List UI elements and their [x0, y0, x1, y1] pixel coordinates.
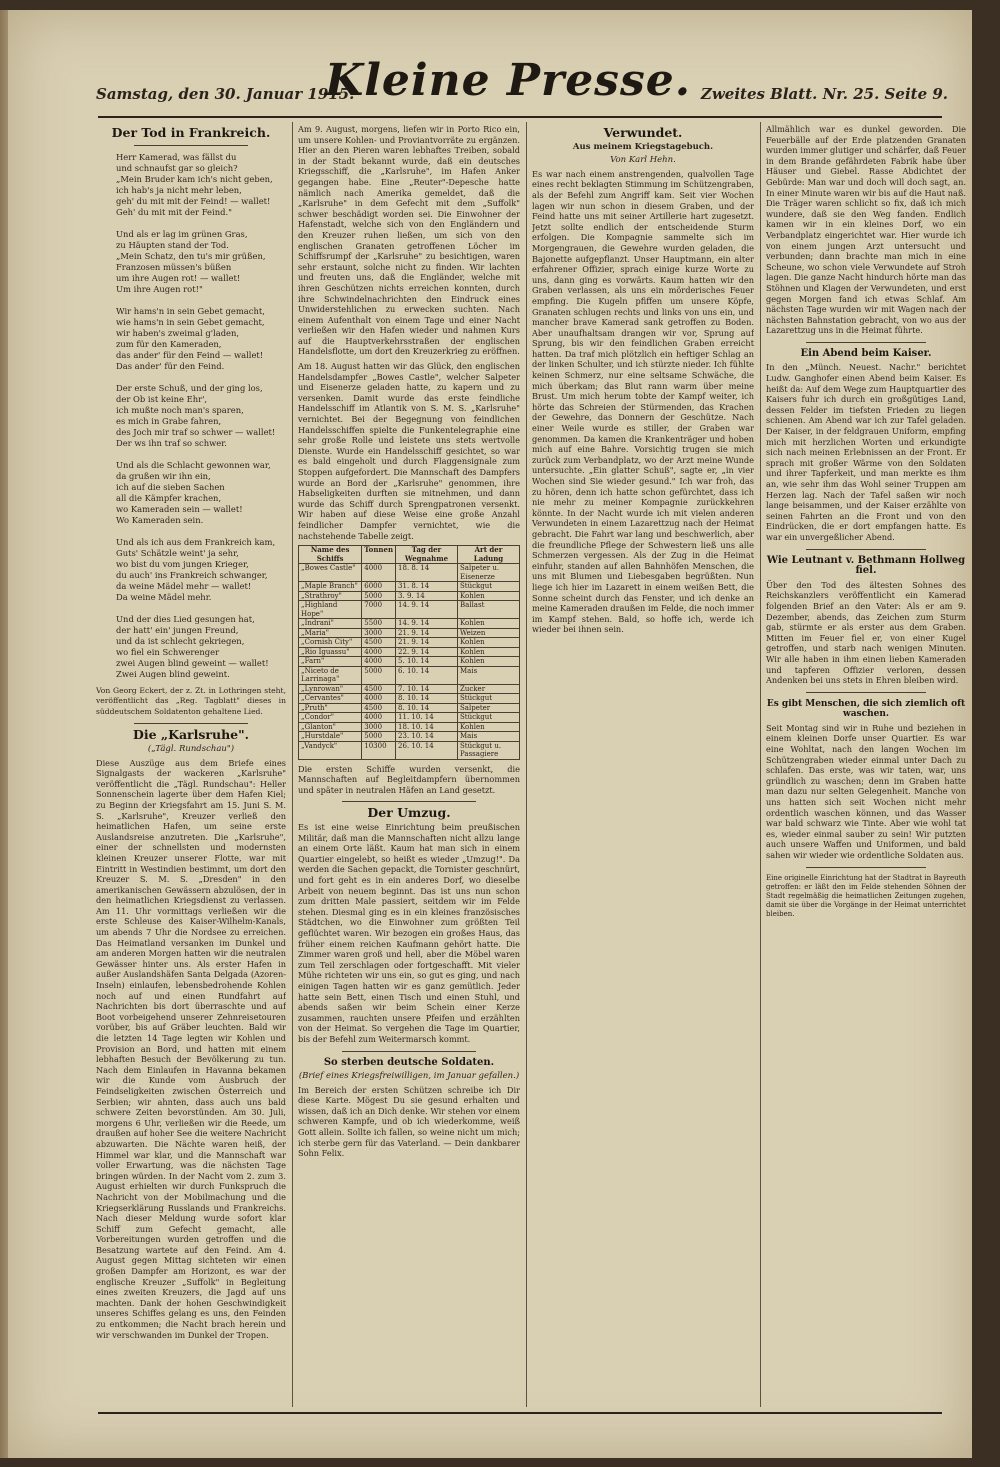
table-cell: Kohlen	[458, 638, 520, 648]
table-header: Art der Ladung	[458, 546, 520, 564]
poem: Herr Kamerad, was fällst du und schnaufst gar so gleich? „Mein Bruder kam ich's nicht geben, ich hab's ja nicht mehr leben, geh' du mit mit der Feind! — wallet! Geh' du mit mit der Feind." Und als er lag im grünen Gras, zu Häupten stand der Tod. „Mein Schatz, den tu's mir grüßen, Franzosen müssen's büßen um ihre Augen rot! — wallet! Um ihre Augen rot!" Wir hams'n in sein Gebet gemacht, wie hams'n in sein Gebet gemacht, wir haben's zweimal g'laden, zum für den Kameraden, das ander' für den Feind — wallet! Das ander' für den Feind. Der erste Schuß, und der ging los, der Ob ist keine Ehr', ich mußte noch man's sparen, es mich in Grabe fahren, des Joch mir traf so schwer — wallet! Der ws ihn traf so schwer. Und als die Schlacht gewonnen war, da grußen wir ihn ein, ich auf die sieben Sachen all die Kämpfer krachen, wo Kameraden sein — wallet! Wo Kameraden sein. Und als ich aus dem Frankreich kam, Guts' Schätzle weint' ja sehr, wo bist du vom jungen Krieger, du auch' ins Frankreich schwanger, da weine Mädel mehr — wallet! Da weine Mädel mehr. Und der dies Lied gesungen hat, der hatt' ein' jungen Freund, und da ist schlecht gekriegen, wo fiel ein Schwerenger zwei Augen blind geweint — wallet! Zwei Augen blind geweint.	[116, 151, 276, 679]
article-waschen: Seit Montag sind wir in Ruhe und beziehen in einem kleinen Dorfe unser Quartier. Es war eine Wohltat, nach den langen Wochen im Schützengraben wieder einmal unter Dach zu schlafen. Das erste, was wir taten, war, uns gründlich zu waschen; denn im Graben hatte man dazu nur selten Gelegenheit. Manche von uns hatten sich seit Wochen nicht mehr ordentlich waschen können, und das Wasser war bald schwarz wie Tinte. Aber wie wohl tat es, wieder einmal sauber zu sein! Wir putzten auch unsere Waffen und Uniformen, und bald sahen wir wieder wie ordentliche Soldaten aus.	[766, 722, 966, 860]
table-cell: Stückgut u. Passagiere	[458, 741, 520, 759]
source-note: („Tägl. Rundschau")	[147, 743, 235, 754]
table-cell: 10300	[362, 741, 396, 759]
ships-table	[298, 545, 520, 760]
table-cell: Salpeter	[458, 703, 520, 713]
table-cell: „Condor"	[299, 713, 362, 723]
soldaten-subtitle: (Brief eines Kriegsfreiwilligen, im Januar gefallen.)	[298, 1071, 520, 1082]
masthead	[48, 55, 968, 115]
article-karlsruhe-cont-2: Am 18. August hatten wir das Glück, den englischen Handelsdampfer „Bowes Castle", welcher Salpeter und Eisenerze geladen hatte, zu kapern und zu versenken. Damit wurde das erste feindliche Handelsschiff im Atlantik von S. M. S. „Karlsruhe" vernichtet. Bei der Begegnung von feindlichen Handelsschiffen spielte die Funkentelegraphie eine sehr große Rolle und leistete uns stets wertvolle Dienste. Wurde ein Handelsschiff gesichtet, so war es bald eingeholt und durch Flaggensignale zum Stoppen aufgefordert. Die Mannschaft des Dampfers wurde an Bord der „Karlsruhe" genommen, ihre Habseligkeiten durften sie mitnehmen, und dann wurde das Schiff durch Sprengpatronen versenkt. Wir haben auf diese Weise eine große Anzahl feindlicher Dampfer vernichtet, wie die nachstehende Tabelle zeigt.	[298, 361, 520, 541]
table-cell: Kohlen	[458, 591, 520, 601]
table-cell: 8. 10. 14	[396, 694, 458, 704]
table-cell: „Vandyck"	[299, 741, 362, 759]
table-row	[299, 722, 520, 732]
article-bethmann: Über den Tod des ältesten Sohnes des Reichskanzlers veröffentlicht ein Kamerad folgenden Brief an den Vater: Als er am 9. Dezember, abends, das Zeichen zum Sturm gab, stürmte er als erster aus dem Graben. Mitten im Feuer fiel er, von einer Kugel getroffen, und starb nach wenigen Minuten. Wir alle haben in ihm einen lieben Kameraden und tapferen Offizier verloren, dessen Andenken bei uns stets in Ehren bleiben wird.	[766, 579, 966, 686]
table-cell: 11. 10. 14	[396, 713, 458, 723]
table-cell: „Glanton"	[299, 722, 362, 732]
issue-date: Samstag, den 30. Januar 1915.	[96, 85, 355, 103]
newspaper-page	[8, 10, 972, 1458]
table-cell: Stückgut	[458, 713, 520, 723]
headline-soldaten: So sterben deutsche Soldaten.	[323, 1056, 495, 1068]
divider	[134, 145, 248, 146]
table-cell: 8. 10. 14	[396, 703, 458, 713]
masthead-rule	[98, 116, 942, 118]
table-cell: Kohlen	[458, 619, 520, 629]
table-cell: 18. 8. 14	[396, 564, 458, 582]
table-cell: Stückgut	[458, 694, 520, 704]
table-cell: „Farn"	[299, 657, 362, 667]
table-row	[299, 628, 520, 638]
column-1	[96, 122, 286, 1407]
table-row	[299, 741, 520, 759]
table-cell: 22. 9. 14	[396, 647, 458, 657]
table-cell: Mais	[458, 732, 520, 742]
table-row	[299, 638, 520, 648]
table-row	[299, 713, 520, 723]
table-cell: 31. 8. 14	[396, 582, 458, 592]
table-row	[299, 732, 520, 742]
table-cell: Kohlen	[458, 647, 520, 657]
table-cell: 23. 10. 14	[396, 732, 458, 742]
table-cell: „Niceto de Larrinaga"	[299, 666, 362, 684]
table-header: Name des Schiffs	[299, 546, 362, 564]
table-cell: 7. 10. 14	[396, 684, 458, 694]
table-cell: 4000	[362, 713, 396, 723]
table-cell: 26. 10. 14	[396, 741, 458, 759]
table-cell: 5. 10. 14	[396, 657, 458, 667]
table-cell: „Strathroy"	[299, 591, 362, 601]
table-row	[299, 601, 520, 619]
table-cell: 5000	[362, 591, 396, 601]
table-cell: 5500	[362, 619, 396, 629]
table-row	[299, 591, 520, 601]
table-cell: „Hurstdale"	[299, 732, 362, 742]
table-cell: 4000	[362, 657, 396, 667]
table-cell: „Maria"	[299, 628, 362, 638]
sheet-number: Zweites Blatt. Nr. 25. Seite 9.	[700, 85, 948, 103]
verwundet-subtitle: Aus meinem Kriegstagebuch.	[572, 141, 714, 152]
table-row	[299, 684, 520, 694]
column-rule	[526, 122, 527, 1407]
table-cell: Mais	[458, 666, 520, 684]
table-row	[299, 703, 520, 713]
table-row	[299, 647, 520, 657]
table-cell: „Maple Branch"	[299, 582, 362, 592]
table-row	[299, 619, 520, 629]
table-header: Tag der Wegnahme	[396, 546, 458, 564]
footnote: Eine originelle Einrichtung hat der Stadtrat in Bayreuth getroffen: er läßt den im Felde stehenden Söhnen der Stadt regelmäßig die heimatlichen Zeitungen zugehen, damit sie über die Vorgänge in der Heimat unterrichtet bleiben.	[766, 873, 966, 918]
table-cell: 4000	[362, 694, 396, 704]
column-2	[298, 122, 520, 1407]
table-cell: „Rio Iguassu"	[299, 647, 362, 657]
table-cell: „Lynrowan"	[299, 684, 362, 694]
table-cell: 4500	[362, 684, 396, 694]
headline-waschen: Es gibt Menschen, die sich ziemlich oft waschen.	[766, 698, 966, 720]
table-cell: 4000	[362, 564, 396, 582]
table-cell: 21. 9. 14	[396, 638, 458, 648]
table-cell: 18. 10. 14	[396, 722, 458, 732]
table-cell: „Cervantes"	[299, 694, 362, 704]
table-cell: Stückgut	[458, 582, 520, 592]
column-4	[766, 122, 966, 1407]
article-abend-kaiser: In den „Münch. Neuest. Nachr." berichtet Ludw. Ganghofer einen Abend beim Kaiser. Es heißt da: Auf dem Wege zum Hauptquartier des Kaisers fuhr ich durch ein großgütiges Land, dessen Felder im tiefsten Frieden zu liegen schienen. Am Abend war ich zur Tafel geladen. Der Kaiser, in der feldgrauen Uniform, empfing mich mit herzlichen Worten und erkundigte sich nach meinen Erlebnissen an der Front. Er sprach mit großer Wärme von den Soldaten und ihrer Tapferkeit, und man merkte es ihm an, wie sehr ihm das Wohl seiner Truppen am Herzen lag. Nach der Tafel saßen wir noch lange beisammen, und der Kaiser erzählte von seinen Fahrten an die Front und von den Eindrücken, die er dort empfangen hatte. Es war ein unvergeßlicher Abend.	[766, 362, 966, 542]
table-cell: 4500	[362, 703, 396, 713]
table-cell: Zucker	[458, 684, 520, 694]
headline-verwundet: Verwundet.	[603, 125, 683, 140]
table-row	[299, 582, 520, 592]
headline-umzug: Der Umzug.	[367, 805, 451, 821]
headline-bethmann: Wie Leutnant v. Bethmann Hollweg fiel.	[766, 554, 966, 577]
divider	[342, 1051, 475, 1052]
article-karlsruhe: Diese Auszüge aus dem Briefe eines Signalgasts der wackeren „Karlsruhe" veröffentlicht die „Tägl. Rundschau": Heller Sonnenschein lagerte über dem Hafen Kiel; zu Beginn der Kriegsfahrt am 15. Juni S. M. S. „Karlsruhe", Kreuzer verließ den heimatlichen Hafen, um seine erste Auslandsreise anzutreten. Die „Karlsruhe", einer der schnellsten und modernsten kleinen Kreuzer unserer Flotte, war mit Eintritt in Westindien bestimmt, um dort den Kreuzer S. M. S. „Dresden" in den amerikanischen Gewässern abzulösen, der in den heimatlichen Kriegsdienst zu verlassen. Am 11. Uhr vormittags verließen wir die erste Schleuse des Kaiser-Wilhelm-Kanals, um abends 7 Uhr die Nordsee zu erreichen. Das Heimatland versanken im Dunkel und am anderen Morgen hatten wir die neutralen Gewässer hinter uns. Als erster Hafen in außer Auslandshäfen Santa Delgada (Azoren-Inseln) einlaufen, lebensbedrohende Kohlen noch auf und einen Rundfahrt auf Nachrichten bis dort überraschte und auf Boot vorbeigehend unserer Zehnreisetouren vorüber, bis auf Gräber leuchten. Bald wir die letzten 14 Tage legten wir Kohlen und Provision an Bord, und hatten mit einem lebhaften Besuch der Bevölkerung zu tun. Nach dem Einlaufen in Havanna bekamen wir die Kunde vom Ausbruch der Feindseligkeiten zwischen Österreich und Serbien; wir ahnten, dass auch uns bald schwere Zeiten bevorstünden. Am 30. Juli, morgens 6 Uhr, verließen wir die Reede, um draußen auf hoher See die weitere Nachricht abzuwarten. Die Nächte waren heiß, der Himmel war klar, und die Mannschaft war voller Erwartung, was die nächsten Tage bringen würden. In der Nacht vom 2. zum 3. August erhielten wir durch Funkspruch die Nachricht von der Mobilmachung und die Kriegserklärung Russlands und Frankreichs. Nach dieser Meldung wurde sofort klar Schiff zum Gefecht gemacht, alle Vorbereitungen wurden getroffen und die Besatzung wartete auf den Feind. Am 4. August gegen Mittag sichteten wir einen großen Dampfer am Horizont, es war der englische Kreuzer „Suffolk" in Begleitung eines zweiten Kreuzers, die Jagd auf uns machten. Dank der hohen Geschwindigkeit unseres Schiffes gelang es uns, den Feinden zu entkommen; die Nacht brach herein und wir verschwanden im Dunkel der Tropen.	[96, 757, 286, 1340]
table-cell: Kohlen	[458, 657, 520, 667]
divider	[806, 549, 926, 550]
divider	[806, 342, 926, 343]
headline-abend-kaiser: Ein Abend beim Kaiser.	[800, 347, 932, 359]
divider	[342, 801, 475, 802]
table-cell: „Cornish City"	[299, 638, 362, 648]
article-verwundet-cont: Allmählich war es dunkel geworden. Die Feuerbälle auf der Erde platzenden Granaten wurden immer glutiger und schärfer, daß Feuer in dem Brande gefährdeten Fabrik habe über Häuser und Giebel. Rasse Abdichtet der Gebürde: Man war und doch will doch sagt, an. In einer Minute waren wir bis auf die Haut naß. Die Träger waren schlicht so fix, daß ich mich wundere, daß sie den Weg fanden. Endlich kamen wir in ein kleines Dorf, wo ein Verbandplatz eingerichtet war. Hier wurde ich von einem jungen Arzt untersucht und verbunden; dann brachte man mich in eine Scheune, wo schon viele Verwundete auf Stroh lagen. Die ganze Nacht hindurch hörte man das Stöhnen und Klagen der Verwundeten, und erst gegen Morgen fand ich etwas Schlaf. Am nächsten Tage wurden wir mit Wagen nach der nächsten Bahnstation gebracht, von wo aus der Lazarettzug uns in die Heimat führte.	[766, 124, 966, 336]
article-karlsruhe-cont: Am 9. August, morgens, liefen wir in Porto Rico ein, um unsere Kohlen- und Proviantvorräte zu ergänzen. Hier an den Pieren waren lebhaftes Treiben, sobald in der Stadt bekannt wurde, daß ein deutsches Kriegsschiff, die „Karlsruhe", im Hafen Anker gegangen habe. Eine „Reuter"-Depesche hatte nämlich nach Amerika gemeldet, daß die „Karlsruhe" in dem Gefecht mit dem „Suffolk" schwer beschädigt worden sei. Die Einwohner der Hafenstadt, welche sich von den Engländern und den Kreuzer ruhen ließen, um sich von den englischen Granaten getroffenen Löcher im Schiffsrumpf der „Karlsruhe" zu besichtigen, waren sehr erstaunt, solche nicht zu finden. Wir lachten und freuten uns, daß die Engländer, welche mit ihren Geschützen nichts erreichen konnten, durch ihre Schwindelnachrichten den Eindruck eines Unwiderstehlichen zu erwecken suchten. Nach einem Aufenthalt von einem Tage und einer Nacht verließen wir den Hafen wieder und nahmen Kurs auf die Hauptverkehrsstraßen der englischen Handelsflotte, um dort den Kreuzerkrieg zu eröffnen.	[298, 124, 520, 357]
table-cell: 4000	[362, 647, 396, 657]
article-verwundet: Es war nach einem anstrengenden, qualvollen Tage eines recht beklagten Stimmung im Schützengraben, als der Befehl zum Angriff kam. Seit vier Wochen lagen wir nun schon in diesem Graben, und der Feind hatte uns mit seiner Artillerie hart zugesetzt. Jetzt sollte endlich der entscheidende Sturm erfolgen. Die Kompagnie sammelte sich im Morgengrauen, die Gewehre wurden geladen, die Bajonette aufgepflanzt. Unser Hauptmann, ein alter erfahrener Offizier, sprach einige kurze Worte zu uns, dann ging es vorwärts. Kaum hatten wir den Graben verlassen, als uns ein mörderisches Feuer empfing. Die Kugeln pfiffen um unsere Köpfe, Granaten schlugen rechts und links von uns ein, und mancher brave Kamerad sank getroffen zu Boden. Aber unaufhaltsam drangen wir vor, Sprung auf Sprung, bis wir den feindlichen Graben erreicht hatten. Da traf mich plötzlich ein heftiger Schlag an der linken Schulter, und ich stürzte nieder. Ich fühlte keinen Schmerz, nur eine seltsame Schwäche, die mich überkam; das Blut rann warm über meine Brust. Um mich herum tobte der Kampf weiter, ich hörte das Schreien der Stürmenden, das Krachen der Gewehre, das Donnern der Geschütze. Nach einer Weile wurde es stiller, der Graben war genommen. Da kamen die Krankenträger und hoben mich auf eine Bahre. Vorsichtig trugen sie mich zurück zum Verbandplatz, wo der Arzt meine Wunde untersuchte. „Ein glatter Schuß", sagte er, „in vier Wochen sind Sie wieder gesund." Ich war froh, das zu hören, denn ich hatte schon gefürchtet, dass ich nie mehr zu meiner Kompagnie zurückkehren könnte. In der Nacht wurde ich mit vielen anderen Verwundeten in einem Lazarettzug nach der Heimat gebracht. Die Fahrt war lang und beschwerlich, aber die freundliche Pflege der Schwestern ließ uns alle Schmerzen vergessen. Als der Zug in die Heimat einfuhr, standen auf allen Bahnhöfen Menschen, die uns mit Blumen und Liebesgaben begrüßten. Nun liege ich hier im Lazarett in einem weißen Bett, die Sonne scheint durch das Fenster, und ich denke an meine Kameraden draußen im Felde, die noch immer im Kampf stehen. Bald, so hoffe ich, werde ich wieder bei ihnen sein.	[532, 168, 754, 635]
table-cell: 14. 9. 14	[396, 619, 458, 629]
table-cell: 4500	[362, 638, 396, 648]
divider	[806, 867, 926, 868]
table-cell: 3. 9. 14	[396, 591, 458, 601]
poem-note: Von Georg Eckert, der z. Zt. in Lothringen steht, veröffentlicht das „Reg. Tagblatt" dieses in süddeutschem Soldatenton gehaltene Lied.	[96, 685, 286, 716]
divider	[806, 692, 926, 693]
table-cell: 7000	[362, 601, 396, 619]
table-cell: „Bowes Castle"	[299, 564, 362, 582]
table-cell: „Highland Hope"	[299, 601, 362, 619]
table-cell: „Pruth"	[299, 703, 362, 713]
article-umzug: Es ist eine weise Einrichtung beim preußischen Militär, daß man die Mannschaften nicht allzu lange an einem Orte läßt. Kaum hat man sich in einem Quartier eingelebt, so heißt es wieder „Umzug!". Da werden die Sachen gepackt, die Tornister geschnürt, und fort geht es in ein anderes Dorf, wo dieselbe Arbeit von neuem beginnt. Das ist uns nun schon zum dritten Male passiert, seitdem wir im Felde stehen. Diesmal ging es in ein kleines französisches Städtchen, wo die Einwohner zum größten Teil geflüchtet waren. Wir bezogen ein großes Haus, das früher einem reichen Kaufmann gehört hatte. Die Zimmer waren groß und hell, aber die Möbel waren zum Teil zerschlagen oder fortgeschafft. Mit vieler Mühe richteten wir uns ein, so gut es ging, und nach einigen Tagen hatten wir es ganz gemütlich. Jeder hatte sein Bett, einen Tisch und einen Stuhl, und abends saßen wir beim Schein einer Kerze zusammen, rauchten unsere Pfeifen und erzählten von der Heimat. So vergehen die Tage im Quartier, bis der Befehl zum Weitermarsch kommt.	[298, 822, 520, 1044]
article-soldaten: Im Bereich der ersten Schützen schreibe ich Dir diese Karte. Mögest Du sie gesund erhalten und wissen, daß ich an Dich denke. Wir stehen vor einem schweren Kampfe, und ob ich wiederkomme, weiß Gott allein. Sollte ich fallen, so weine nicht um mich; ich sterbe gern für das Vaterland. — Dein dankbarer Sohn Felix.	[298, 1084, 520, 1159]
divider	[134, 723, 248, 724]
table-cell: 3000	[362, 628, 396, 638]
headline-karlsruhe: Die „Karlsruhe".	[133, 727, 249, 743]
article-karlsruhe-end: Die ersten Schiffe wurden versenkt, die Mannschaften auf Begleitdampfern übernommen und später in neutralen Häfen an Land gesetzt.	[298, 763, 520, 795]
table-cell: 5000	[362, 732, 396, 742]
table-cell: 6000	[362, 582, 396, 592]
table-cell: 14. 9. 14	[396, 601, 458, 619]
table-cell: Salpeter u. Eisenerze	[458, 564, 520, 582]
table-row	[299, 657, 520, 667]
table-cell: 5000	[362, 666, 396, 684]
headline-tod-in-frankreich: Der Tod in Frankreich.	[111, 125, 271, 140]
table-row	[299, 666, 520, 684]
table-cell: Weizen	[458, 628, 520, 638]
table-cell: „Indrani"	[299, 619, 362, 629]
column-3	[532, 122, 754, 1407]
column-rule	[292, 122, 293, 1407]
table-cell: Kohlen	[458, 722, 520, 732]
table-cell: 3000	[362, 722, 396, 732]
table-header: Tonnen	[362, 546, 396, 564]
column-rule	[760, 122, 761, 1407]
newspaper-title: Kleine Presse.	[324, 55, 692, 106]
table-row	[299, 564, 520, 582]
verwundet-author: Von Karl Hehn.	[610, 155, 676, 166]
ships-table-body	[299, 564, 520, 760]
table-cell: Ballast	[458, 601, 520, 619]
bottom-rule	[98, 1412, 942, 1414]
table-cell: 6. 10. 14	[396, 666, 458, 684]
table-row	[299, 694, 520, 704]
table-cell: 21. 9. 14	[396, 628, 458, 638]
